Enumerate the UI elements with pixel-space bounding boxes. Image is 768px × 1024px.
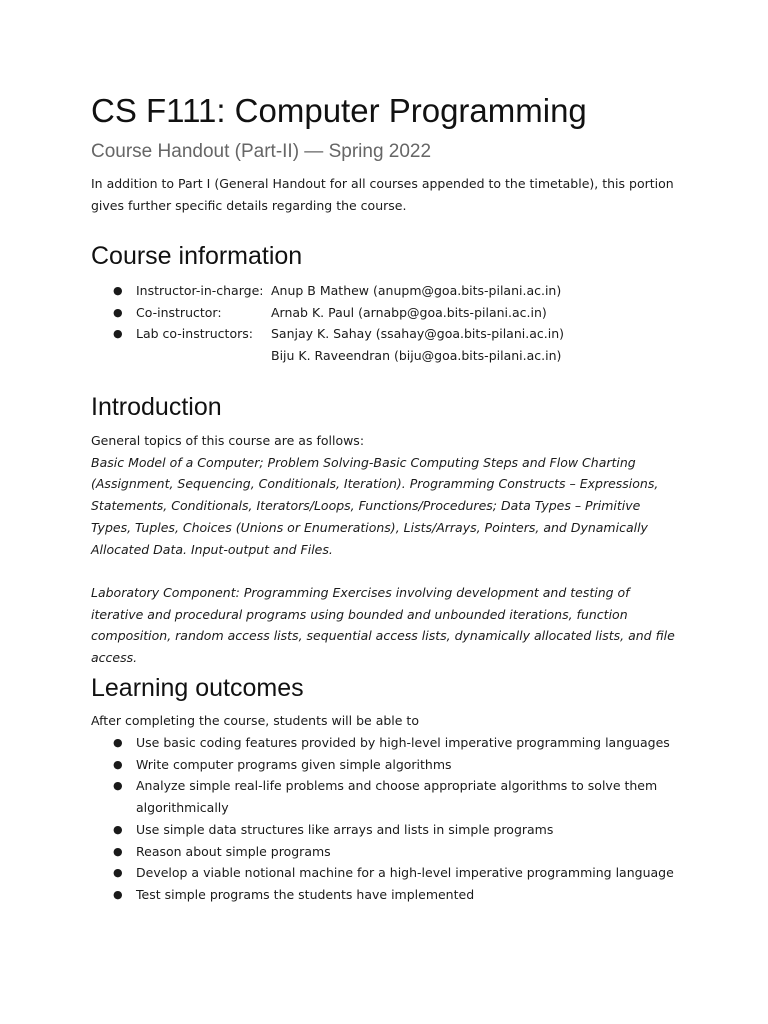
bullet-icon: ● xyxy=(113,844,123,858)
learning-outcomes-lead: After completing the course, students will be able to xyxy=(91,713,419,728)
page-title: CS F111: Computer Programming xyxy=(91,92,587,129)
laboratory-component: Laboratory Component: Programming Exercises involving development and testing of iterative and procedural programs using bounded and unbounded iterations, function composition, random access lists, sequential access lists, dynamically allocated lists, and file access. xyxy=(91,585,675,666)
info-row-co-instructor xyxy=(91,302,691,324)
bullet-icon: ● xyxy=(113,822,123,836)
outcome-text: Use simple data structures like arrays and lists in simple programs xyxy=(136,821,554,837)
bullet-icon: ● xyxy=(113,866,123,880)
info-value: Sanjay K. Sahay (ssahay@goa.bits-pilani.ac.in) xyxy=(271,326,564,342)
outcome-text: Write computer programs given simple algorithms xyxy=(136,756,452,772)
bullet-icon: ● xyxy=(113,757,123,771)
list-item xyxy=(91,841,691,863)
learning-outcomes-heading: Learning outcomes xyxy=(91,674,304,702)
list-item xyxy=(91,884,691,906)
list-item xyxy=(91,819,691,841)
info-label: Co-instructor: xyxy=(136,304,222,320)
info-label: Lab co-instructors: xyxy=(136,326,253,342)
outcome-text: Analyze simple real-life problems and choose appropriate algorithms to solve them algorithmically xyxy=(136,778,658,816)
outcome-text: Test simple programs the students have implemented xyxy=(136,886,475,902)
intro-paragraph: In addition to Part I (General Handout for all courses appended to the timetable), this portion gives further specific details regarding the course. xyxy=(91,176,674,213)
learning-outcomes-list xyxy=(91,732,691,906)
info-label: Instructor-in-charge: xyxy=(136,283,264,298)
bullet-icon: ● xyxy=(113,327,123,341)
outcome-text: Reason about simple programs xyxy=(136,843,331,859)
list-item xyxy=(91,754,691,776)
info-value: Biju K. Raveendran (biju@goa.bits-pilani.ac.in) xyxy=(271,348,562,364)
course-information-heading: Course information xyxy=(91,242,303,270)
introduction-heading: Introduction xyxy=(91,393,222,421)
course-information-list xyxy=(91,280,691,367)
bullet-icon: ● xyxy=(113,779,123,793)
info-row-lab-co-instructor-2 xyxy=(91,345,691,367)
list-item xyxy=(91,775,691,818)
bullet-icon: ● xyxy=(113,887,123,901)
outcome-text: Develop a viable notional machine for a high-level imperative programming language xyxy=(136,865,674,881)
outcome-text: Use basic coding features provided by high-level imperative programming languages xyxy=(136,735,670,750)
page-subtitle: Course Handout (Part-II) — Spring 2022 xyxy=(91,141,432,162)
topics-lead: General topics of this course are as follows: xyxy=(91,433,365,448)
introduction-topics xyxy=(91,430,681,560)
bullet-icon: ● xyxy=(113,284,123,297)
info-value: Anup B Mathew (anupm@goa.bits-pilani.ac.in) xyxy=(271,283,562,298)
topics-list: Basic Model of a Computer; Problem Solving-Basic Computing Steps and Flow Charting (Assignment, Sequencing, Conditionals, Iteration). Programming Constructs – Expressions, Statements, Conditionals, Iterators/Loops, Functions/Procedures; Data Types – Primitive Types, Tuples, Choices (Unions or Enumerations), Lists/Arrays, Pointers, and Dynamically Allocated Data. Input-output and Files. xyxy=(91,454,659,557)
bullet-icon: ● xyxy=(113,736,123,749)
info-value: Arnab K. Paul (arnabp@goa.bits-pilani.ac.in) xyxy=(271,304,547,320)
bullet-icon: ● xyxy=(113,305,123,319)
list-item xyxy=(91,732,691,754)
info-row-instructor xyxy=(91,280,691,302)
list-item xyxy=(91,862,691,884)
info-row-lab-co-instructors xyxy=(91,323,691,345)
